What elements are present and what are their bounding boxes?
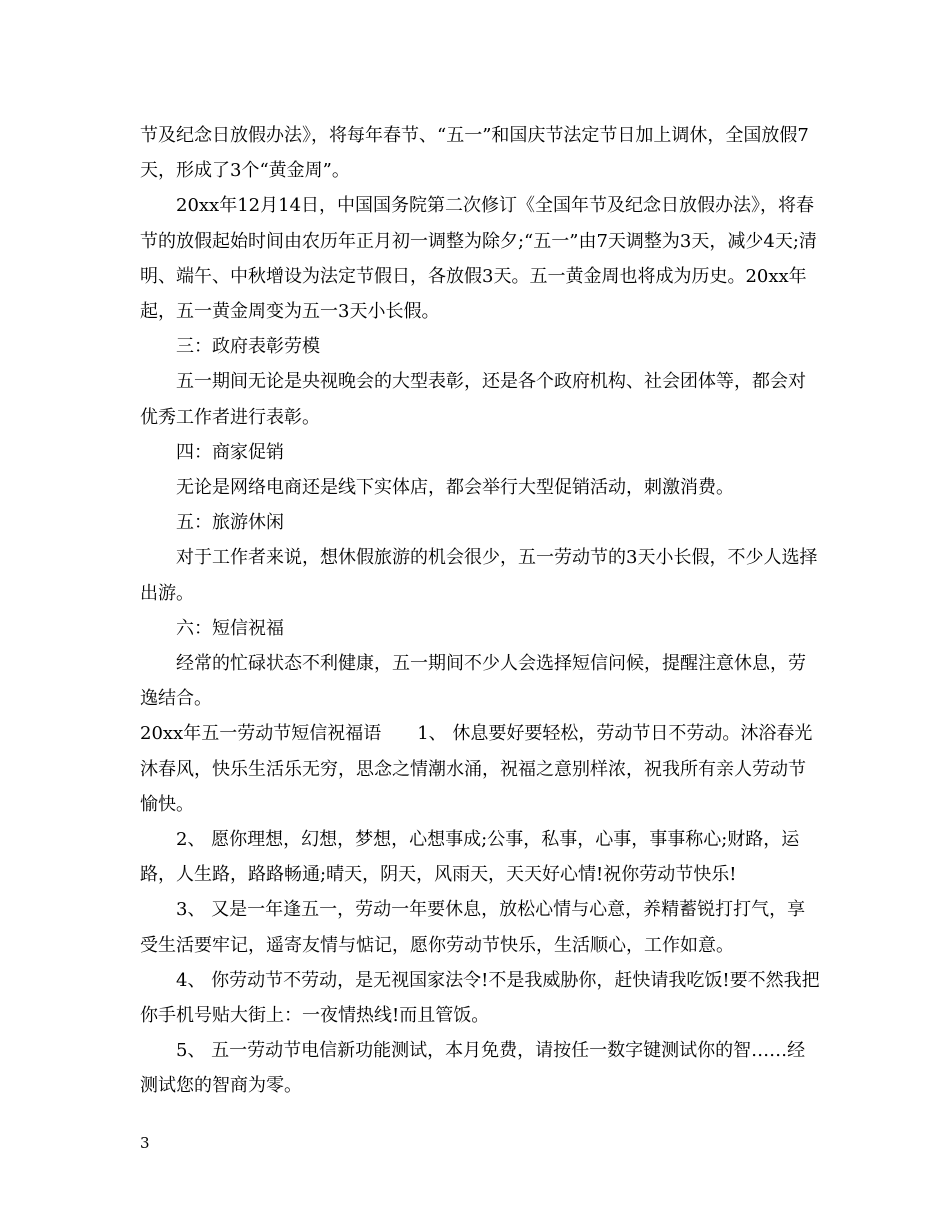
section-heading: 五：旅游休闲: [176, 512, 284, 534]
list-item: 2、 愿你理想，幻想，梦想，心想事成;公事，私事，心事，事事称心;财路，运路，人生路，路路畅通;晴天，阴天，风雨天，天天好心情!祝你劳动节快乐!: [140, 829, 800, 886]
paragraph: 20xx年五一劳动节短信祝福语 1、 休息要好要轻松，劳动节日不劳动。沐浴春光沐春风，快乐生活乐无穷，思念之情潮水涌，祝福之意别样浓，祝我所有亲人劳动节愉快。: [140, 723, 813, 815]
paragraph: 无论是网络电商还是线下实体店，都会举行大型促销活动，刺激消费。: [176, 477, 734, 499]
page-number: 3: [140, 1134, 150, 1152]
paragraph: 经常的忙碌状态不利健康，五一期间不少人会选择短信问候，提醒注意休息，劳逸结合。: [140, 653, 806, 710]
section-heading: 六：短信祝福: [176, 617, 284, 639]
section-heading: 三：政府表彰劳模: [176, 336, 320, 358]
list-item: 3、 又是一年逢五一，劳动一年要休息，放松心情与心意，养精蓄锐打打气，享受生活要牢记，遥寄友情与惦记，愿你劳动节快乐，生活顺心，工作如意。: [140, 899, 806, 956]
document-body: [140, 118, 820, 1104]
section-heading: 四：商家促销: [176, 441, 284, 463]
paragraph: 五一期间无论是央视晚会的大型表彰，还是各个政府机构、社会团体等，都会对优秀工作者进行表彰。: [140, 371, 806, 428]
list-item: 4、 你劳动节不劳动，是无视国家法令!不是我威胁你，赶快请我吃饭!要不然我把你手机号贴大街上：一夜情热线!而且管饭。: [140, 969, 820, 1027]
paragraph: 对于工作者来说，想休假旅游的机会很少，五一劳动节的3天小长假，不少人选择出游。: [140, 547, 818, 604]
list-item: 5、 五一劳动节电信新功能测试，本月免费，请按任一数字键测试你的智……经测试您的智商为零。: [140, 1040, 806, 1097]
paragraph: 节及纪念日放假办法》，将每年春节、“五一”和国庆节法定节日加上调休，全国放假7天，形成了3个“黄金周”。: [140, 125, 809, 182]
paragraph: 20xx年12月14日，中国国务院第二次修订《全国年节及纪念日放假办法》，将春节的放假起始时间由农历年正月初一调整为除夕;“五一”由7天调整为3天，减少4天;清明、端午、中秋增设为法定节假日，各放假3天。五一黄金周也将成为历史。20xx年起，五一黄金周变为五一3天小长假。: [140, 195, 817, 323]
